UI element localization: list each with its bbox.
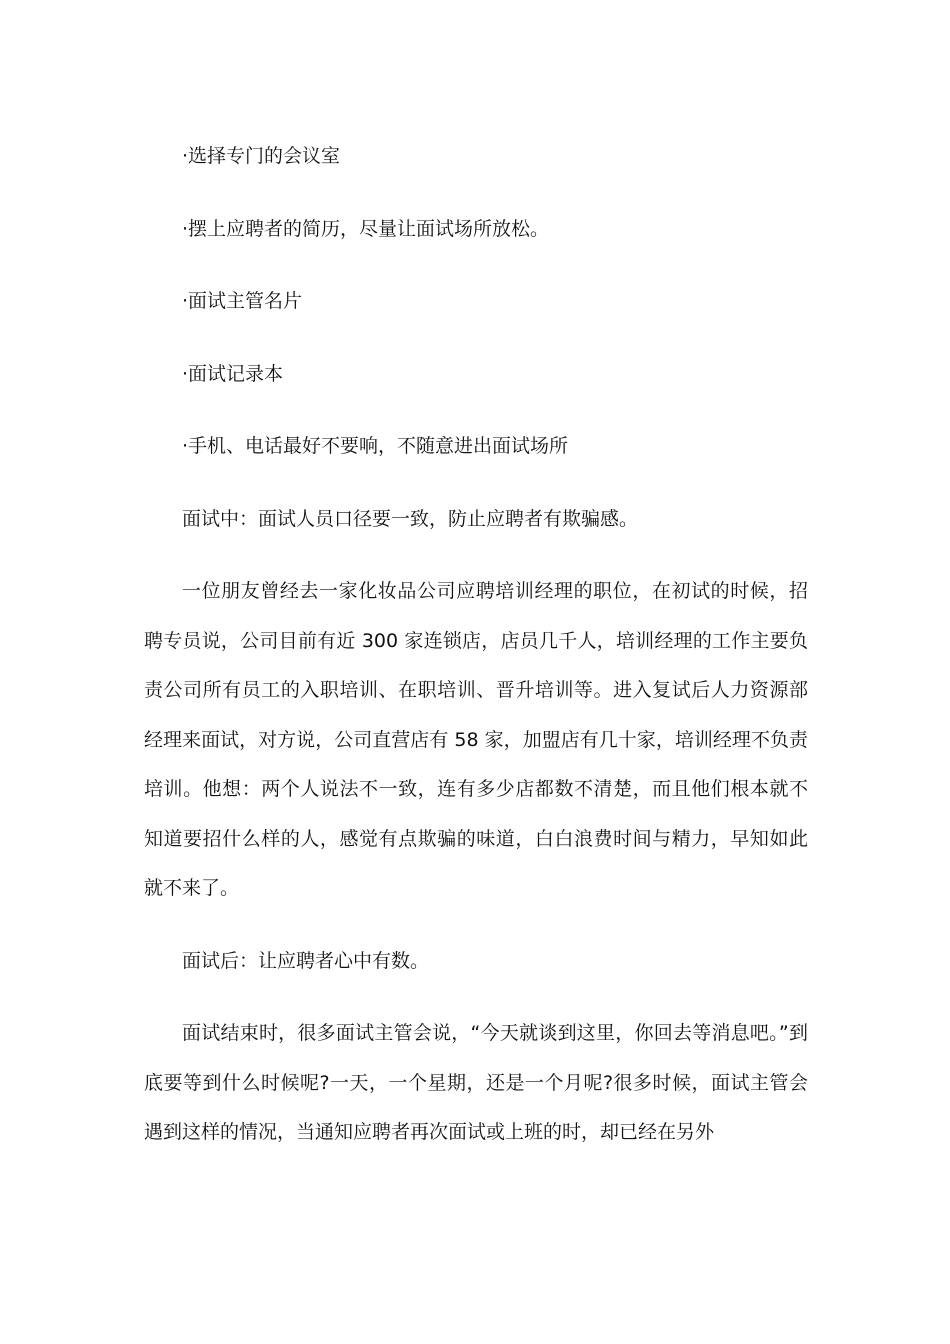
bullet-phone: ·手机、电话最好不要响，不随意进出面试场所 bbox=[182, 435, 569, 457]
bullet-meeting-room: ·选择专门的会议室 bbox=[182, 145, 341, 167]
story-paragraph: 一位朋友曾经去一家化妆品公司应聘培训经理的职位，在初试的时候，招聘专员说，公司目前有近 300 家连锁店，店员几千人，培训经理的工作主要负责公司所有员工的入职培训、在职培训、晋升培训等。进入复试后人力资源部经理来面试，对方说，公司直营店有 58 家，加盟店有几十家，培训经理不负责培训。他想：两个人说法不一致，连有多少店都数不清楚，而且他们根本就不知道要招什么样的人，感觉有点欺骗的味道，白白浪费时间与精力，早知如此就不来了。 bbox=[144, 580, 808, 899]
closing-paragraph: 面试结束时，很多面试主管会说，“今天就谈到这里，你回去等消息吧。”到底要等到什么时候呢?一天，一个星期，还是一个月呢?很多时候，面试主管会遇到这样的情况，当通知应聘者再次面试或上班的时，却已经在另外 bbox=[144, 1022, 808, 1143]
section-during-interview: 面试中：面试人员口径要一致，防止应聘者有欺骗感。 bbox=[182, 507, 639, 530]
document-body bbox=[144, 132, 808, 1181]
section-after-interview: 面试后：让应聘者心中有数。 bbox=[182, 949, 430, 972]
bullet-business-card: ·面试主管名片 bbox=[182, 290, 303, 312]
bullet-resume: ·摆上应聘者的简历，尽量让面试场所放松。 bbox=[182, 217, 550, 240]
bullet-notebook: ·面试记录本 bbox=[182, 362, 284, 385]
